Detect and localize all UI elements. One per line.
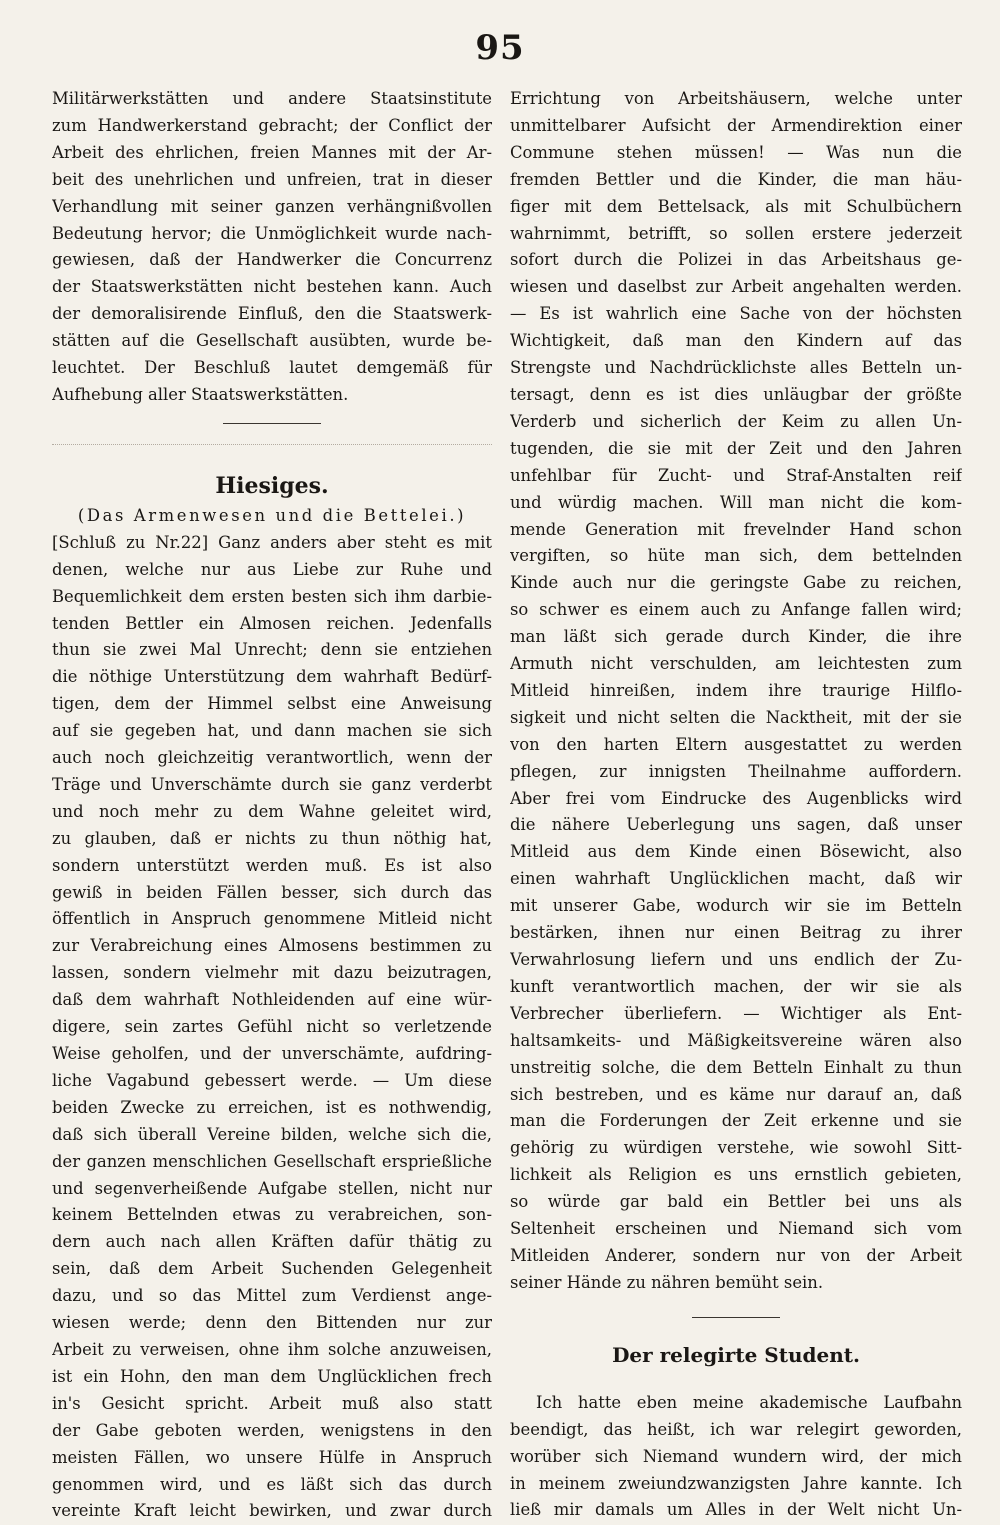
text-line: leuchtet. Der Beschluß lautet demgemäß für xyxy=(52,358,492,378)
text-line: daß dem wahrhaft Nothleidenden auf eine wür- xyxy=(52,990,492,1010)
text-line: Bedeutung hervor; die Unmöglichkeit wurde nach- xyxy=(52,223,492,243)
text-line: gewiesen, daß der Handwerker die Concurrenz xyxy=(52,250,492,270)
text-line: lichkeit als Religion es uns ernstlich gebieten, xyxy=(510,1165,962,1185)
text-line: der Staatswerkstätten nicht bestehen kann. Auch xyxy=(52,277,492,297)
section-divider xyxy=(223,423,321,424)
text-line: in's Gesicht spricht. Arbeit muß also statt xyxy=(52,1393,492,1413)
text-line: Mitleid hinreißen, indem ihre traurige Hilflo- xyxy=(510,680,962,700)
text-line: zu glauben, daß er nichts zu thun nöthig hat, xyxy=(52,828,492,848)
text-line: auf sie gegeben hat, und dann machen sie sich xyxy=(52,721,492,741)
left-intro-paragraph xyxy=(52,86,492,409)
text-line: und segenverheißende Aufgabe stellen, nicht nur xyxy=(52,1178,492,1198)
text-line: Aufhebung aller Staatswerkstätten. xyxy=(52,384,349,404)
story-heading: Der relegirte Student. xyxy=(612,1342,860,1367)
text-line: ist ein Hohn, den man dem Unglücklichen frech xyxy=(52,1366,492,1386)
right-column xyxy=(510,86,962,1524)
text-line: Verbrecher überliefern. — Wichtiger als Ent- xyxy=(510,1003,962,1023)
text-line: mit unserer Gabe, wodurch wir sie im Betteln xyxy=(510,896,962,916)
text-line: thun sie zwei Mal Unrecht; denn sie entziehen xyxy=(52,640,492,660)
left-body-paragraph xyxy=(52,530,492,1525)
right-body-paragraph xyxy=(510,86,962,1297)
text-line: unmittelbarer Aufsicht der Armendirektion einer xyxy=(510,115,962,135)
text-line: liche Vagabund gebessert werde. — Um diese xyxy=(52,1070,492,1090)
text-line: daß sich überall Vereine bilden, welche sich die, xyxy=(52,1124,492,1144)
text-line: Kinde auch nur die geringste Gabe zu reichen, xyxy=(510,573,962,593)
text-line: kunft verantwortlich machen, der wir sie als xyxy=(510,976,962,996)
section-subtitle: (Das Armenwesen und die Bettelei.) xyxy=(77,505,467,525)
text-line: Wichtigkeit, daß man den Kindern auf das xyxy=(510,331,962,351)
text-line: der demoralisirende Einfluß, den die Staatswerk- xyxy=(52,304,492,324)
text-line: Weise geholfen, und der unverschämte, aufdring- xyxy=(52,1044,492,1063)
text-line: und noch mehr zu dem Wahne geleitet wird, xyxy=(52,801,492,821)
text-line: worüber sich Niemand wundern wird, der mich xyxy=(510,1446,962,1466)
text-line: Mitleid aus dem Kinde einen Bösewicht, also xyxy=(510,842,962,862)
text-line: sich bestreben, und es käme nur darauf an, daß xyxy=(510,1084,962,1104)
text-line: dern auch nach allen Kräften dafür thätig zu xyxy=(52,1232,492,1252)
text-line: auch noch gleichzeitig verantwortlich, wenn der xyxy=(52,748,492,768)
text-line: beit des unehrlichen und unfreien, trat in dieser xyxy=(52,169,492,189)
text-line: beendigt, das heißt, ich war relegirt geworden, xyxy=(510,1419,962,1439)
text-line: mende Generation mit frevelnder Hand schon xyxy=(510,519,962,539)
text-line: sofort durch die Polizei in das Arbeitshaus ge- xyxy=(510,250,962,270)
text-line: lassen, sondern vielmehr mit dazu beizutragen, xyxy=(52,963,492,983)
text-line: bestärken, ihnen nur einen Beitrag zu ihrer xyxy=(510,923,962,943)
text-line: Militärwerkstätten und andere Staatsinstitute xyxy=(52,89,492,108)
text-line: zum Handwerkerstand gebracht; der Conflict der xyxy=(52,115,492,135)
text-line: Commune stehen müssen! — Was nun die xyxy=(510,142,962,162)
text-line: sondern unterstützt werden muß. Es ist also xyxy=(52,855,492,875)
text-line: Mitleiden Anderer, sondern nur von der Arbeit xyxy=(510,1245,962,1265)
story-paragraph xyxy=(510,1390,962,1525)
text-line: so würde gar bald ein Bettler bei uns als xyxy=(510,1192,962,1212)
text-line: öffentlich in Anspruch genommene Mitleid nicht xyxy=(52,909,492,929)
text-line: beiden Zwecke zu erreichen, ist es nothwendig, xyxy=(52,1097,492,1117)
text-line: und würdig machen. Will man nicht die kom- xyxy=(510,492,962,512)
text-line: wiesen und daselbst zur Arbeit angehalten werden. xyxy=(510,277,962,297)
text-line: unfehlbar für Zucht- und Straf-Anstalten reif xyxy=(510,465,962,485)
text-line: sigkeit und nicht selten die Nacktheit, mit der sie xyxy=(510,707,962,727)
text-line: Aber frei vom Eindrucke des Augenblicks wird xyxy=(510,788,962,808)
text-line: der Gabe geboten werden, wenigstens in den xyxy=(52,1420,492,1440)
text-line: Seltenheit erscheinen und Niemand sich vom xyxy=(510,1219,962,1239)
text-line: haltsamkeits- und Mäßigkeitsvereine wären also xyxy=(510,1030,962,1050)
text-line: denen, welche nur aus Liebe zur Ruhe und xyxy=(52,559,492,579)
text-line: pflegen, zur innigsten Theilnahme auffordern. xyxy=(510,761,962,781)
text-line: die nöthige Unterstützung dem wahrhaft Bedürf- xyxy=(52,667,492,687)
text-line: stätten auf die Gesellschaft ausübten, wurde be- xyxy=(52,331,492,351)
text-line: tigen, dem der Himmel selbst eine Anweisung xyxy=(52,694,492,714)
text-line: die nähere Ueberlegung uns sagen, daß unser xyxy=(510,815,962,835)
text-line: man läßt sich gerade durch Kinder, die ihre xyxy=(510,627,962,647)
text-line: Verwahrlosung liefern und uns endlich der Zu- xyxy=(510,950,962,969)
text-line: zur Verabreichung eines Almosens bestimmen zu xyxy=(52,936,492,956)
text-line: in meinem zweiundzwanzigsten Jahre kannte. Ich xyxy=(510,1473,962,1493)
text-line: Verhandlung mit seiner ganzen verhängnißvollen xyxy=(52,196,492,216)
text-line: genommen wird, und es läßt sich das durch xyxy=(52,1474,492,1494)
text-line: der ganzen menschlichen Gesellschaft ersprießliche xyxy=(52,1151,492,1171)
text-line: digere, sein zartes Gefühl nicht so verletzende xyxy=(52,1017,492,1037)
text-line: figer mit dem Bettelsack, als mit Schulbüchern xyxy=(510,196,962,216)
text-line: [Schluß zu Nr.22] Ganz anders aber steht es mit xyxy=(52,532,492,552)
text-line: dazu, und so das Mittel zum Verdienst ange- xyxy=(52,1286,492,1306)
text-line: Arbeit zu verweisen, ohne ihm solche anzuweisen, xyxy=(52,1339,492,1359)
text-line: einen wahrhaft Unglücklichen macht, daß wir xyxy=(510,869,962,889)
text-line: wahrnimmt, betrifft, so sollen erstere jederzeit xyxy=(510,223,962,243)
text-line: tenden Bettler ein Almosen reichen. Jedenfalls xyxy=(52,613,492,633)
text-line: tugenden, die sie mit der Zeit und den Jahren xyxy=(510,438,962,458)
text-line: Ich hatte eben meine akademische Laufbahn xyxy=(536,1392,962,1412)
text-line: seiner Hände zu nähren bemüht sein. xyxy=(510,1272,824,1292)
text-line: Träge und Unverschämte durch sie ganz verderbt xyxy=(52,774,492,794)
story-divider xyxy=(692,1317,780,1318)
page-number: 95 xyxy=(475,28,525,68)
text-line: fremden Bettler und die Kinder, die man häu- xyxy=(510,169,962,189)
text-line: — Es ist wahrlich eine Sache von der höchsten xyxy=(510,304,962,324)
text-line: vergiften, so hüte man sich, dem bettelnden xyxy=(510,546,962,566)
text-line: keinem Bettelnden etwas zu verabreichen, son- xyxy=(52,1205,492,1225)
text-line: Bequemlichkeit dem ersten besten sich ihm darbie- xyxy=(52,586,492,606)
text-line: so schwer es einem auch zu Anfange fallen wird; xyxy=(510,600,962,620)
text-line: gewiß in beiden Fällen besser, sich durch das xyxy=(52,882,492,902)
text-line: meisten Fällen, wo unsere Hülfe in Anspruch xyxy=(52,1447,492,1467)
section-heading: Hiesiges. xyxy=(215,472,329,499)
text-line: wiesen werde; denn den Bittenden nur zur xyxy=(52,1313,492,1333)
text-line: man die Forderungen der Zeit erkenne und sie xyxy=(510,1111,962,1131)
text-line: Arbeit des ehrlichen, freien Mannes mit der Ar- xyxy=(52,142,492,162)
text-line: von den harten Eltern ausgestattet zu werden xyxy=(510,734,962,754)
page-fold-line xyxy=(52,444,492,445)
text-line: vereinte Kraft leicht bewirken, und zwar durch xyxy=(52,1501,492,1521)
text-line: gehörig zu würdigen verstehe, wie sowohl Sitt- xyxy=(510,1138,962,1158)
text-line: tersagt, denn es ist dies unläugbar der größte xyxy=(510,384,962,404)
text-line: Errichtung von Arbeitshäusern, welche unter xyxy=(510,89,962,108)
text-line: Verderb und sicherlich der Keim zu allen Un- xyxy=(510,411,962,431)
text-line: Strengste und Nachdrücklichste alles Betteln un- xyxy=(510,358,962,378)
text-line: unstreitig solche, die dem Betteln Einhalt zu thun xyxy=(510,1057,962,1077)
text-line: Armuth nicht verschulden, am leichtesten zum xyxy=(510,654,962,674)
text-line: sein, daß dem Arbeit Suchenden Gelegenheit xyxy=(52,1259,492,1279)
text-line: ließ mir damals um Alles in der Welt nicht Un- xyxy=(510,1500,962,1520)
left-column xyxy=(52,86,492,1525)
